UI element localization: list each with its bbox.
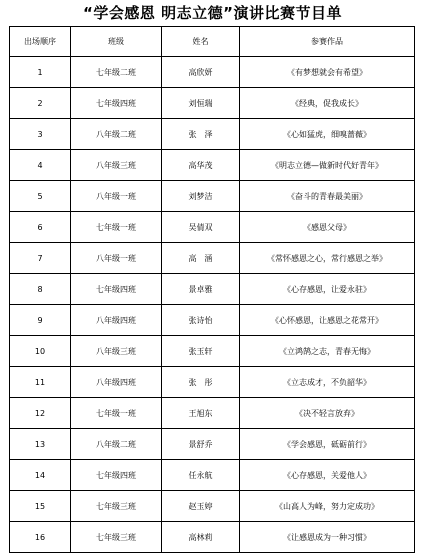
order-cell: 12: [10, 398, 71, 429]
work-cell: 《有梦想就会有希望》: [240, 57, 415, 88]
order-cell: 3: [10, 119, 71, 150]
work-cell: 《奋斗的青春最美丽》: [240, 181, 415, 212]
table-row: [10, 119, 415, 150]
name-cell: 王旭东: [162, 398, 240, 429]
class-cell: 八年级一班: [71, 243, 162, 274]
name-cell: 张 彤: [162, 367, 240, 398]
class-cell: 八年级四班: [71, 305, 162, 336]
work-cell: 《山高人为峰，努力定成功》: [240, 491, 415, 522]
order-cell: 6: [10, 212, 71, 243]
work-cell: 《明志立德—做新时代好青年》: [240, 150, 415, 181]
work-cell: 《常怀感恩之心，常行感恩之举》: [240, 243, 415, 274]
class-cell: 七年级三班: [71, 522, 162, 553]
work-cell: 《立鸿鹄之志，青春无悔》: [240, 336, 415, 367]
work-cell: 《心存感恩，让爱永驻》: [240, 274, 415, 305]
class-cell: 八年级四班: [71, 367, 162, 398]
name-cell: 高欣妍: [162, 57, 240, 88]
name-cell: 景卓雅: [162, 274, 240, 305]
name-cell: 吴倩双: [162, 212, 240, 243]
work-cell: 《学会感恩，砥砺前行》: [240, 429, 415, 460]
work-cell: 《决不轻言放弃》: [240, 398, 415, 429]
order-cell: 1: [10, 57, 71, 88]
work-cell: 《心如猛虎，细嗅蔷薇》: [240, 119, 415, 150]
order-cell: 15: [10, 491, 71, 522]
name-cell: 高林莉: [162, 522, 240, 553]
order-cell: 9: [10, 305, 71, 336]
class-cell: 七年级四班: [71, 460, 162, 491]
table-row: [10, 274, 415, 305]
order-cell: 13: [10, 429, 71, 460]
class-cell: 七年级三班: [71, 491, 162, 522]
name-cell: 刘梦洁: [162, 181, 240, 212]
table-row: [10, 305, 415, 336]
work-cell: 《经典，促我成长》: [240, 88, 415, 119]
order-cell: 7: [10, 243, 71, 274]
table-row: [10, 212, 415, 243]
work-cell: 《心存感恩，关爱他人》: [240, 460, 415, 491]
table-row: [10, 88, 415, 119]
table-row: [10, 336, 415, 367]
work-cell: 《让感恩成为一种习惯》: [240, 522, 415, 553]
name-cell: 张玉轩: [162, 336, 240, 367]
order-cell: 8: [10, 274, 71, 305]
table-header-row: [10, 27, 415, 57]
table-row: [10, 460, 415, 491]
table-row: [10, 398, 415, 429]
order-cell: 2: [10, 88, 71, 119]
table-row: [10, 243, 415, 274]
work-cell: 《感恩父母》: [240, 212, 415, 243]
class-cell: 七年级四班: [71, 274, 162, 305]
class-cell: 八年级一班: [71, 181, 162, 212]
name-cell: 张 泽: [162, 119, 240, 150]
order-cell: 11: [10, 367, 71, 398]
class-cell: 八年级二班: [71, 429, 162, 460]
class-cell: 八年级三班: [71, 336, 162, 367]
header-class: 班级: [71, 27, 162, 57]
class-cell: 七年级一班: [71, 398, 162, 429]
name-cell: 高 涵: [162, 243, 240, 274]
order-cell: 10: [10, 336, 71, 367]
table-row: [10, 181, 415, 212]
table-row: [10, 150, 415, 181]
table-row: [10, 491, 415, 522]
name-cell: 高华茂: [162, 150, 240, 181]
name-cell: 刘恒瑞: [162, 88, 240, 119]
class-cell: 八年级三班: [71, 150, 162, 181]
class-cell: 七年级四班: [71, 88, 162, 119]
order-cell: 14: [10, 460, 71, 491]
table-body: [10, 57, 415, 553]
header-work: 参赛作品: [240, 27, 415, 57]
name-cell: 任永航: [162, 460, 240, 491]
table-row: [10, 522, 415, 553]
class-cell: 八年级二班: [71, 119, 162, 150]
name-cell: 赵玉婷: [162, 491, 240, 522]
table-row: [10, 57, 415, 88]
work-cell: 《心怀感恩，让感恩之花常开》: [240, 305, 415, 336]
document-title: “学会感恩 明志立德”演讲比赛节目单: [83, 4, 342, 22]
program-table: [9, 26, 415, 553]
name-cell: 张诗怡: [162, 305, 240, 336]
work-cell: 《立志成才，不负韶华》: [240, 367, 415, 398]
name-cell: 景舒乔: [162, 429, 240, 460]
order-cell: 16: [10, 522, 71, 553]
class-cell: 七年级二班: [71, 57, 162, 88]
table-row: [10, 429, 415, 460]
header-name: 姓名: [162, 27, 240, 57]
class-cell: 七年级一班: [71, 212, 162, 243]
order-cell: 4: [10, 150, 71, 181]
table-row: [10, 367, 415, 398]
header-order: 出场顺序: [10, 27, 71, 57]
order-cell: 5: [10, 181, 71, 212]
